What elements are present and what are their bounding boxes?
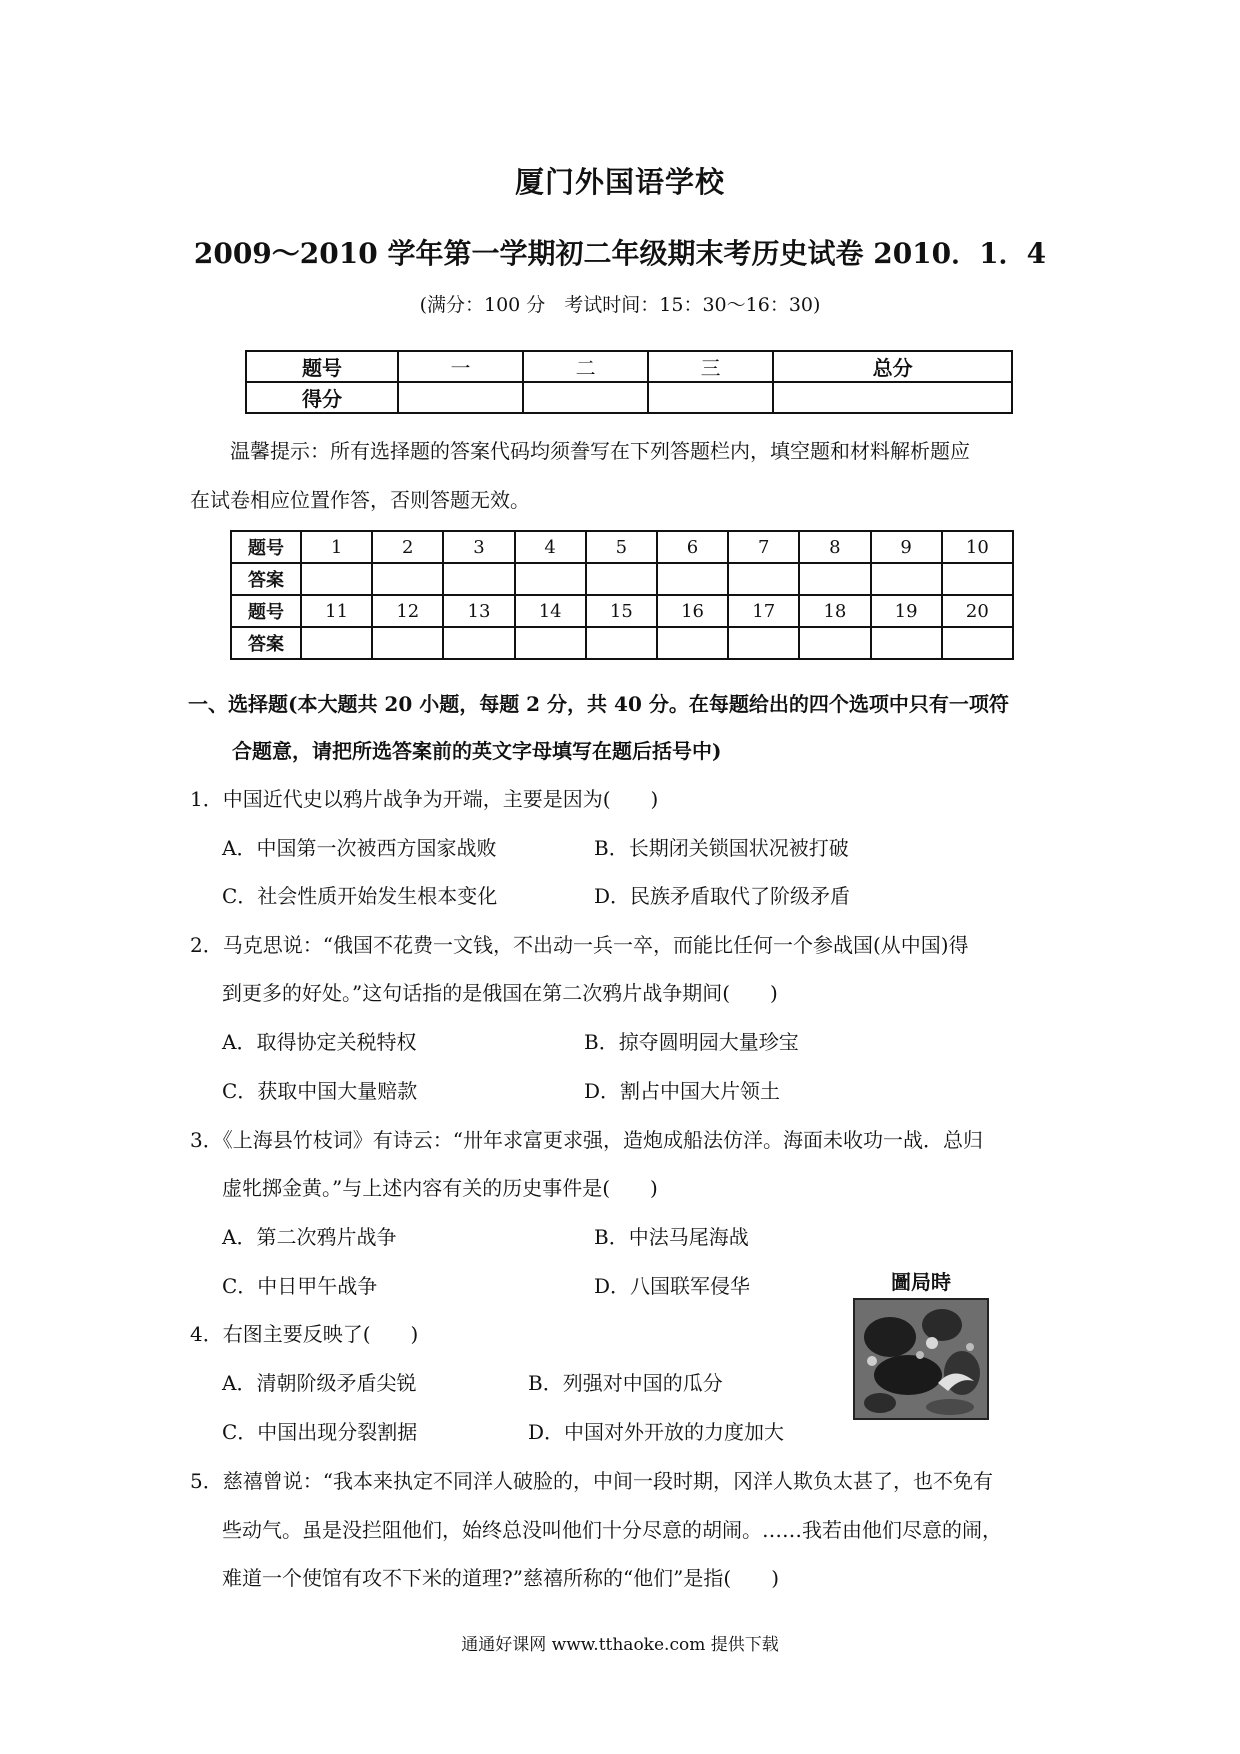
illustration-caption: 圖局時 [891,1270,951,1294]
illustration-graphic [850,1265,992,1423]
answer-cell[interactable] [799,627,870,659]
answer-cell[interactable] [799,563,870,595]
answer-number: 5 [586,531,657,563]
answer-number: 3 [443,531,514,563]
answer-number-row [231,595,1013,627]
answer-number: 17 [728,595,799,627]
question-4-stem: 4．右图主要反映了( ) [190,1322,419,1346]
score-cell[interactable] [398,382,523,413]
question-3-stem-line-2: 虚牝掷金黄。”与上述内容有关的历史事件是( ) [222,1176,658,1200]
answer-number-row [231,531,1013,563]
notice-line-1: 温馨提示：所有选择题的答案代码均须誊写在下列答题栏内，填空题和材料解析题应 [230,439,970,463]
answer-number: 18 [799,595,870,627]
score-table [245,350,1013,414]
answer-number: 7 [728,531,799,563]
exam-info: (满分：100 分 考试时间：15：30～16：30) [419,294,821,316]
question-1-option-a[interactable]: A．中国第一次被西方国家战败 [222,836,497,860]
answer-cell[interactable] [942,627,1013,659]
question-4-option-d[interactable]: D．中国对外开放的力度加大 [528,1420,785,1444]
answer-cell[interactable] [515,627,586,659]
question-4-option-a[interactable]: A．清朝阶级矛盾尖锐 [222,1371,417,1395]
answer-cell[interactable] [586,563,657,595]
answer-cell[interactable] [657,627,728,659]
answer-cell[interactable] [301,627,372,659]
answer-number: 20 [942,595,1013,627]
answer-cell[interactable] [372,627,443,659]
answer-q-label: 题号 [231,595,301,627]
question-1-stem: 1．中国近代史以鸦片战争为开端，主要是因为( ) [190,787,659,811]
question-2-stem-line-2: 到更多的好处。”这句话指的是俄国在第二次鸦片战争期间( ) [222,981,778,1005]
shiju-tu-illustration [850,1265,992,1423]
question-4-option-b[interactable]: B．列强对中国的瓜分 [528,1371,723,1395]
answer-number: 1 [301,531,372,563]
question-2-option-a[interactable]: A．取得协定关税特权 [222,1030,417,1054]
question-1-option-b[interactable]: B．长期闭关锁国状况被打破 [594,836,849,860]
score-col-2: 二 [523,351,648,382]
answer-a-label: 答案 [231,627,301,659]
score-col-3: 三 [648,351,773,382]
answer-cell[interactable] [728,563,799,595]
question-3-option-d[interactable]: D．八国联军侵华 [594,1274,751,1298]
answer-number: 14 [515,595,586,627]
answer-cell[interactable] [443,563,514,595]
answer-number: 11 [301,595,372,627]
answer-cell[interactable] [515,563,586,595]
question-3-stem-line-1: 3．《上海县竹枝词》有诗云：“卅年求富更求强，造炮成船法仿洋。海面未收功一战．总归 [190,1128,983,1152]
question-5-stem-line-2: 些动气。虽是没拦阻他们，始终总没叫他们十分尽意的胡闹。……我若由他们尽意的闹， [222,1518,1002,1542]
answer-number: 16 [657,595,728,627]
question-2-option-b[interactable]: B．掠夺圆明园大量珍宝 [584,1030,799,1054]
answer-number: 15 [586,595,657,627]
answer-number: 10 [942,531,1013,563]
answer-number: 6 [657,531,728,563]
score-cell[interactable] [523,382,648,413]
answer-number: 13 [443,595,514,627]
answer-q-label: 题号 [231,531,301,563]
answer-number: 4 [515,531,586,563]
answer-row [231,563,1013,595]
answer-number: 2 [372,531,443,563]
section-heading-line-1: 一、选择题(本大题共 20 小题，每题 2 分，共 40 分。在每题给出的四个选项中只有一项符 [188,692,1009,716]
answer-table [230,530,1014,660]
score-col-label: 题号 [246,351,398,382]
score-value-row [246,382,1012,413]
answer-number: 12 [372,595,443,627]
question-3-option-c[interactable]: C．中日甲午战争 [222,1274,378,1298]
score-col-total: 总分 [773,351,1012,382]
answer-cell[interactable] [301,563,372,595]
score-row-label: 得分 [246,382,398,413]
answer-cell[interactable] [871,627,942,659]
score-cell[interactable] [648,382,773,413]
score-header-row [246,351,1012,382]
question-3-option-b[interactable]: B．中法马尾海战 [594,1225,749,1249]
question-5-stem-line-1: 5．慈禧曾说：“我本来执定不同洋人破脸的，中间一段时期，冈洋人欺负太甚了，也不免有 [190,1469,993,1493]
exam-title: 2009～2010 学年第一学期初二年级期末考历史试卷 2010．1．4 [193,237,1047,270]
question-4-option-c[interactable]: C．中国出现分裂割据 [222,1420,418,1444]
question-1-option-c[interactable]: C．社会性质开始发生根本变化 [222,884,498,908]
answer-cell[interactable] [372,563,443,595]
answer-cell[interactable] [942,563,1013,595]
footer-credit: 通通好课网 www.tthaoke.com 提供下载 [461,1635,779,1655]
answer-a-label: 答案 [231,563,301,595]
section-heading-line-2: 合题意，请把所选答案前的英文字母填写在题后括号中) [232,739,722,763]
answer-cell[interactable] [586,627,657,659]
answer-cell[interactable] [657,563,728,595]
question-3-option-a[interactable]: A．第二次鸦片战争 [222,1225,397,1249]
question-2-stem-line-1: 2．马克思说：“俄国不花费一文钱，不出动一兵一卒，而能比任何一个参战国(从中国)得 [190,933,969,957]
answer-number: 19 [871,595,942,627]
question-5-stem-line-3: 难道一个使馆有攻不下米的道理?”慈禧所称的“他们”是指( ) [222,1566,780,1590]
answer-cell[interactable] [728,627,799,659]
question-1-option-d[interactable]: D．民族矛盾取代了阶级矛盾 [594,884,851,908]
answer-number: 8 [799,531,870,563]
score-col-1: 一 [398,351,523,382]
answer-cell[interactable] [443,627,514,659]
question-2-option-c[interactable]: C．获取中国大量赔款 [222,1079,418,1103]
answer-cell[interactable] [871,563,942,595]
answer-row [231,627,1013,659]
answer-number: 9 [871,531,942,563]
score-cell[interactable] [773,382,1012,413]
school-title: 厦门外国语学校 [514,165,725,199]
notice-line-2: 在试卷相应位置作答，否则答题无效。 [190,488,530,512]
question-2-option-d[interactable]: D．割占中国大片领土 [584,1079,781,1103]
